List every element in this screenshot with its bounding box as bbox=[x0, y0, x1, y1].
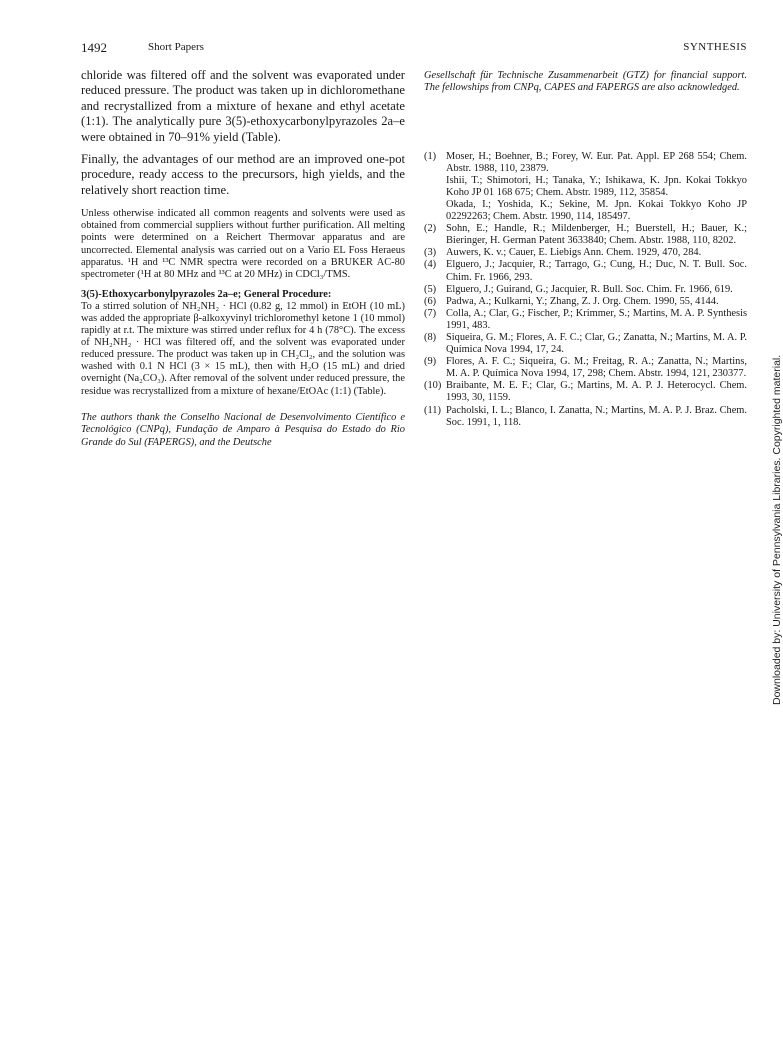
page-header bbox=[81, 40, 747, 56]
body-paragraph: chloride was filtered off and the solvent was evaporated under reduced pressure. The product was taken up in dichloromethane and recrystallized from a mixture of hexane and ethyl acetate (1:1). The analytically pure 3(5)-ethoxycarbonylpyrazoles 2a–e were obtained in 70–91% yield (Table). bbox=[81, 68, 405, 144]
acknowledgement-paragraph: The authors thank the Conselho Nacional de Desenvolvimento Científico e Tecnológico (CNPq), Fundação de Amparo à Pesquisa do Estado do Rio Grande do Sul (FAPERGS), and the Deutsche bbox=[81, 411, 405, 448]
acknowledgement-continued: Gesellschaft für Technische Zusammenarbeit (GTZ) for financial support. The fellowships from CNPq, CAPES and FAPERGS are also acknowledged. bbox=[424, 70, 747, 94]
general-procedure bbox=[81, 289, 405, 398]
reference-number: (4) bbox=[424, 259, 437, 271]
reference-item bbox=[424, 284, 747, 296]
reference-number: (10) bbox=[424, 380, 442, 392]
reference-item bbox=[424, 199, 747, 223]
experimental-section bbox=[81, 208, 405, 281]
reference-text: Elguero, J.; Jacquier, R.; Tarrago, G.; Cung, H.; Duc, N. T. Bull. Soc. Chim. Fr. 1966, 293. bbox=[446, 259, 747, 283]
reference-text: Elguero, J.; Guirand, G.; Jacquier, R. Bull. Soc. Chim. Fr. 1966, 619. bbox=[446, 283, 733, 295]
reference-text: Siqueira, G. M.; Flores, A. F. C.; Clar, G.; Zanatta, N.; Martins, M. A. P. Química Nova 1994, 17, 24. bbox=[446, 332, 747, 356]
reference-number: (5) bbox=[424, 283, 437, 295]
reference-text: Padwa, A.; Kulkarni, Y.; Zhang, Z. J. Org. Chem. 1990, 55, 4144. bbox=[446, 295, 719, 307]
reference-text: Pacholski, I. L.; Blanco, I. Zanatta, N.; Martins, M. A. P. J. Braz. Chem. Soc. 1991, 1, 118. bbox=[446, 404, 747, 428]
procedure-text: To a stirred solution of NH₂NH₂ · HCl (0.82 g, 12 mmol) in EtOH (10 mL) was added the appropriate β-alkoxyvinyl trichloromethyl ketone 1 (10 mmol) rapidly at r.t. The mixture was stirred under reflux for 4 h (78°C). The excess of NH₂NH₂ · HCl was filtered off, and the solvent was evaporated under reduced pressure. The product was taken up in CH₂Cl₂, and the solution was washed with 0.1 N HCl (3 × 15 mL), then with H₂O (15 mL) and dried overnight (Na₂CO₃). After removal of the solvent under reduced pressure, the residue was recrystallized from a mixture of hexane/EtOAc (1:1) (Table). bbox=[81, 300, 405, 397]
reference-item bbox=[424, 223, 747, 247]
reference-item bbox=[424, 356, 747, 380]
reference-list bbox=[424, 151, 747, 429]
page-number: 1492 bbox=[81, 40, 107, 55]
reference-number: (7) bbox=[424, 307, 437, 319]
reference-item bbox=[424, 405, 747, 429]
reference-text: Auwers, K. v.; Cauer, E. Liebigs Ann. Chem. 1929, 470, 284. bbox=[446, 247, 702, 259]
reference-item bbox=[424, 332, 747, 356]
reference-item bbox=[424, 175, 747, 199]
reference-text: Colla, A.; Clar, G.; Fischer, P.; Krimmer, S.; Martins, M. A. P. Synthesis 1991, 483. bbox=[446, 307, 747, 331]
reference-number: (11) bbox=[424, 404, 441, 416]
reference-item bbox=[424, 259, 747, 283]
download-watermark: Downloaded by: University of Pennsylvania Libraries. Copyrighted material. bbox=[771, 354, 783, 705]
reference-text: Okada, I.; Yoshida, K.; Sekine, M. Jpn. Kokai Tokkyo Koho JP 02292263; Chem. Abstr. 1990, 114, 185497. bbox=[446, 198, 747, 223]
reference-text: Sohn, E.; Handle, R.; Mildenberger, H.; Buerstell, H.; Bauer, K.; Bieringer, H. German Patent 3633840; Chem. Abstr. 1988, 110, 8202. bbox=[446, 223, 747, 247]
reference-text: Braibante, M. E. F.; Clar, G.; Martins, M. A. P. J. Heterocycl. Chem. 1993, 30, 1159. bbox=[446, 380, 747, 404]
reference-number: (3) bbox=[424, 247, 437, 259]
reference-text: Ishii, T.; Shimotori, H.; Tanaka, Y.; Ishikawa, K. Jpn. Kokai Tokkyo Koho JP 01 168 675; Chem. Abstr. 1989, 112, 35854. bbox=[446, 174, 747, 198]
reference-text: Moser, H.; Boehner, B.; Forey, W. Eur. Pat. Appl. EP 268 554; Chem. Abstr. 1988, 110, 23879. bbox=[446, 150, 747, 174]
right-column bbox=[424, 70, 747, 429]
reference-number: (9) bbox=[424, 356, 437, 368]
reference-item bbox=[424, 151, 747, 175]
reference-number: (6) bbox=[424, 295, 437, 307]
procedure-heading: 3(5)-Ethoxycarbonylpyrazoles 2a–e; General Procedure: bbox=[81, 288, 332, 300]
reference-item bbox=[424, 380, 747, 404]
reference-item bbox=[424, 296, 747, 308]
conclusion-paragraph: Finally, the advantages of our method are an improved one-pot procedure, ready access to the precursors, high yields, and the relatively short reaction time. bbox=[81, 152, 405, 197]
reference-number: (2) bbox=[424, 223, 437, 235]
left-column bbox=[81, 68, 405, 460]
reference-item bbox=[424, 308, 747, 332]
journal-name: SYNTHESIS bbox=[683, 41, 747, 53]
experimental-paragraph: Unless otherwise indicated all common reagents and solvents were used as obtained from commercial suppliers without further purification. All melting points were determined on a Reichert Thermovar apparatus and are uncorrected. Elemental analysis was carried out on a Vario EL Foss Heraeus apparatus. ¹H and ¹³C NMR spectra were recorded on a BRUKER AC-80 spectrometer (¹H at 80 MHz and ¹³C at 20 MHz) in CDCl₃/TMS. bbox=[81, 208, 405, 280]
reference-number: (1) bbox=[424, 150, 437, 162]
reference-text: Flores, A. F. C.; Siqueira, G. M.; Freitag, R. A.; Zanatta, N.; Martins, M. A. P. Química Nova 1994, 17, 298; Chem. Abstr. 1994, 121, 230377. bbox=[446, 356, 747, 380]
section-title: Short Papers bbox=[148, 41, 204, 53]
reference-item bbox=[424, 247, 747, 259]
reference-number: (8) bbox=[424, 332, 437, 343]
